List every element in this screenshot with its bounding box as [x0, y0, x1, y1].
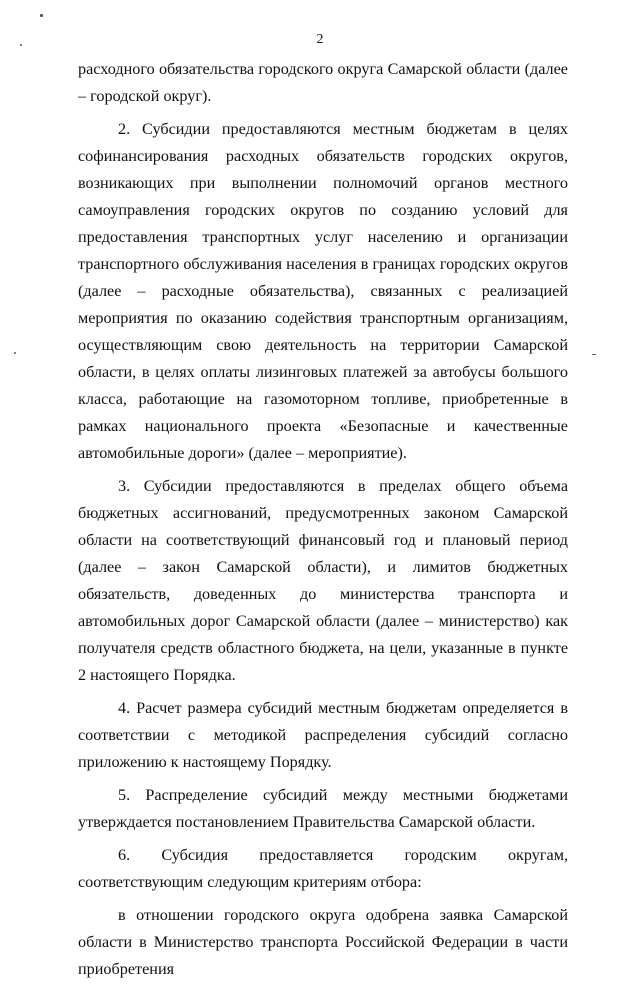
- scan-speck: [40, 14, 43, 17]
- scan-speck: [592, 354, 596, 355]
- paragraph-6-criterion: в отношении городского округа одобрена заявка Самарской области в Министерство транспорта Российской Федерации в части приобретения: [78, 906, 568, 978]
- scan-speck: [14, 352, 16, 354]
- paragraph-3: 3. Субсидии предоставляются в пределах общего объема бюджетных ассигнований, предусмотренных законом Самарской области на соответствующий финансовый год и плановый период (далее – закон Самарской области), и лимитов бюджетных обязательств, доведенных до министерства транспорта и автомобильных дорог Самарской области (далее – министерство) как получателя средств областного бюджета, на цели, указанные в пункте 2 настоящего Порядка.: [78, 477, 568, 684]
- paragraph-4: 4. Расчет размера субсидий местным бюджетам определяется в соответствии с методикой распределения субсидий согласно приложению к настоящему Порядку.: [78, 699, 568, 771]
- paragraph-2: 2. Субсидии предоставляются местным бюджетам в целях софинансирования расходных обязательств городских округов, возникающих при выполнении полномочий органов местного самоуправления городских округов по созданию условий для предоставления транспортных услуг населению и организации транспортного обслуживания населения в границах городских округов (далее – расходные обязательства), связанных с реализацией мероприятия по оказанию содействия транспортным организациям, осуществляющим свою деятельность на территории Самарской области, в целях оплаты лизинговых платежей за автобусы большого класса, работающие на газомоторном топливе, приобретенные в рамках национального проекта «Безопасные и качественные автомобильные дороги» (далее – мероприятие).: [78, 120, 568, 462]
- paragraph-1-continuation: расходного обязательства городского округа Самарской области (далее – городской округ).: [78, 60, 568, 105]
- paragraph-5: 5. Распределение субсидий между местными бюджетами утверждается постановлением Правительства Самарской области.: [78, 786, 568, 831]
- paragraph-6: 6. Субсидия предоставляется городским округам, соответствующим следующим критериям отбора:: [78, 846, 568, 891]
- page-number: 2: [316, 32, 324, 47]
- document-body: [78, 56, 568, 989]
